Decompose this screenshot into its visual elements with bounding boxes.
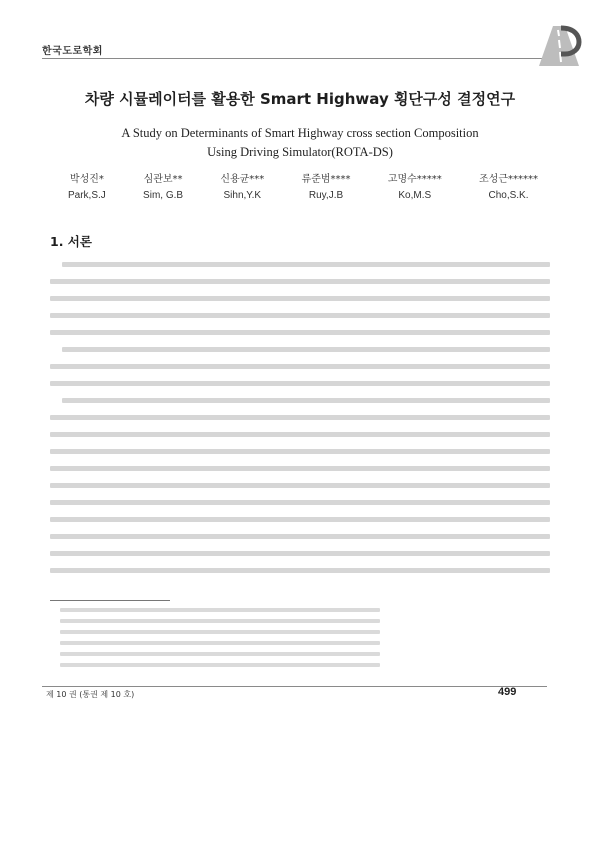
author-name-ko: 조성근****** <box>479 174 538 185</box>
author-list <box>68 172 538 204</box>
text-line-placeholder <box>50 551 550 556</box>
text-line-placeholder <box>50 449 550 454</box>
text-line-placeholder <box>50 279 550 284</box>
text-line-placeholder <box>50 432 550 437</box>
text-line-placeholder <box>50 296 550 301</box>
title-english <box>60 124 540 162</box>
author-name-en: Sihn,Y.K <box>223 190 262 201</box>
footnote-line-placeholder <box>60 608 380 612</box>
author-name-ko: 류준범**** <box>301 174 351 185</box>
footnote-rule <box>50 600 170 601</box>
title-english-line2: Using Driving Simulator(ROTA-DS) <box>207 145 393 159</box>
text-line-placeholder <box>50 364 550 369</box>
text-line-placeholder <box>62 347 550 352</box>
footnote-line-placeholder <box>60 663 380 667</box>
author-5 <box>388 172 442 204</box>
text-line-placeholder <box>50 534 550 539</box>
text-line-placeholder <box>50 483 550 488</box>
author-name-en: Park,S.J <box>68 190 106 201</box>
body-text-placeholder <box>50 262 550 585</box>
text-line-placeholder <box>50 313 550 318</box>
header-rule <box>42 58 547 59</box>
author-name-en: Ko,M.S <box>398 190 432 201</box>
text-line-placeholder <box>62 398 550 403</box>
text-line-placeholder <box>50 330 550 335</box>
author-name-ko: 심관보** <box>143 174 183 185</box>
text-line-placeholder <box>50 568 550 573</box>
author-name-ko: 박성진* <box>69 174 104 185</box>
header-society: 한국도로학회 <box>42 46 103 57</box>
author-4 <box>302 172 351 204</box>
text-line-placeholder <box>50 381 550 386</box>
footnotes-placeholder <box>60 608 380 674</box>
author-1 <box>68 172 106 204</box>
author-name-ko: 고명수***** <box>387 174 442 185</box>
footnote-line-placeholder <box>60 619 380 623</box>
road-logo-icon <box>535 22 583 70</box>
text-line-placeholder <box>62 262 550 267</box>
author-3 <box>220 172 264 204</box>
author-6 <box>479 172 538 204</box>
author-name-ko: 신용균*** <box>220 174 265 185</box>
title-english-line1: A Study on Determinants of Smart Highway cross section Composition <box>121 126 479 140</box>
author-name-en: Cho,S.K. <box>488 190 529 201</box>
title-korean: 차량 시뮬레이터를 활용한 Smart Highway 횡단구성 결정연구 <box>84 90 516 108</box>
footnote-line-placeholder <box>60 641 380 645</box>
footnote-line-placeholder <box>60 630 380 634</box>
text-line-placeholder <box>50 500 550 505</box>
section-heading: 1. 서론 <box>50 234 92 249</box>
footer-rule <box>42 686 547 687</box>
text-line-placeholder <box>50 466 550 471</box>
author-name-en: Ruy,J.B <box>308 190 344 201</box>
page-number: 499 <box>498 686 517 698</box>
footnote-line-placeholder <box>60 652 380 656</box>
footer-volume: 제 10 권 (통권 제 10 호) <box>46 690 135 699</box>
author-2 <box>143 172 183 204</box>
text-line-placeholder <box>50 415 550 420</box>
author-name-en: Sim, G.B <box>143 190 184 201</box>
text-line-placeholder <box>50 517 550 522</box>
